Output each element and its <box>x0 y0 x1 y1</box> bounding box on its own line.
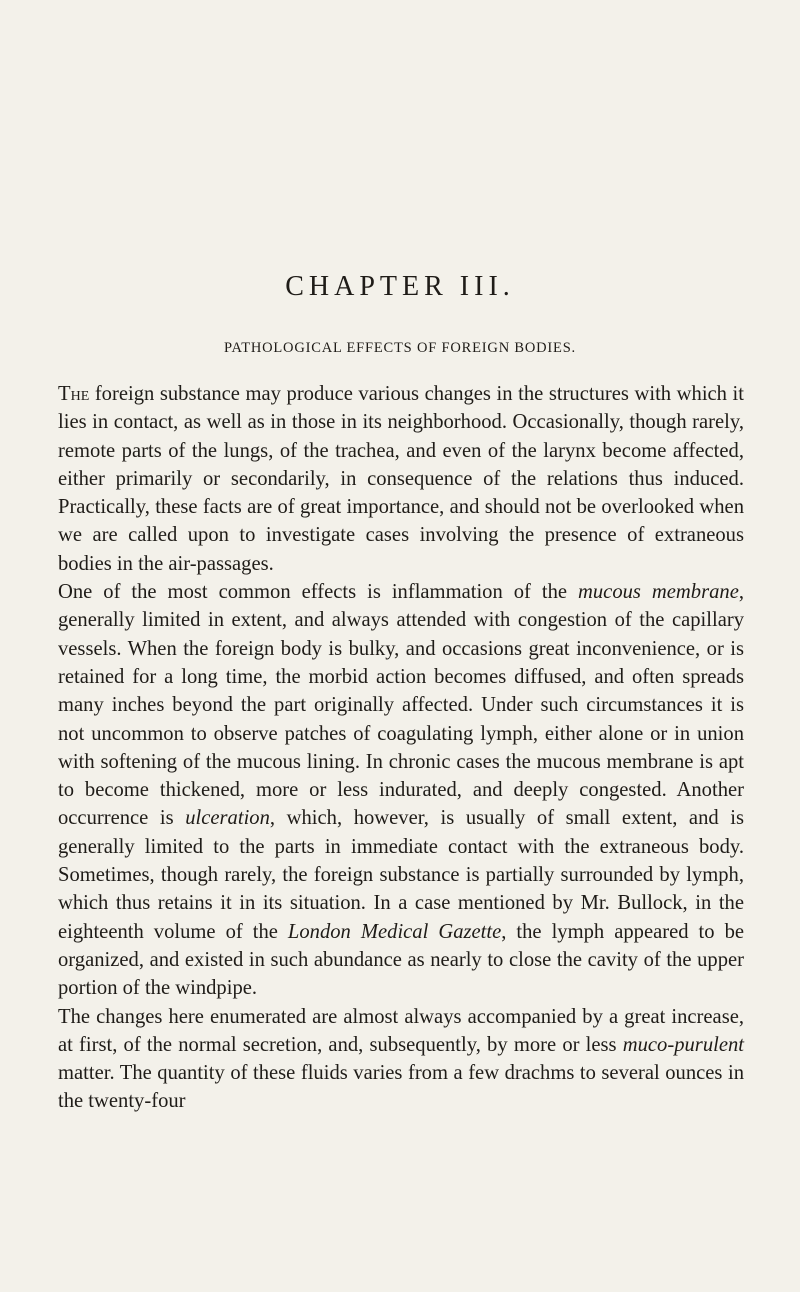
paragraph <box>58 380 744 578</box>
text-run: , the lymph appeared to be organized, and existed in such abundance as nearly to close the cavity of the upper portion of the windpipe. <box>58 920 745 1000</box>
text-run: foreign substance may produce various changes in the structures with which it lies in contact, as well as in those in its neighborhood. Occasionally, though rarely, remote parts of the lungs, of the trachea, and even of the larynx become affected, either primarily or secondarily, in consequence of the relations thus induced. Practically, these facts are of great importance, and should not be overlooked when we are called upon to investigate cases involving the presence of extraneous bodies in the air-passages. <box>58 383 744 575</box>
paragraph-lead-word: The <box>58 383 90 405</box>
text-run: The changes here enumerated are almost always accompanied by a great increase, at first, of the normal secretion, and, subsequently, by more or less <box>58 1005 744 1056</box>
paragraph <box>58 1003 744 1116</box>
chapter-title: CHAPTER III. <box>285 271 515 302</box>
text-run: , generally limited in extent, and always attended with congestion of the capillary vessels. When the foreign body is bulky, and occasions great inconvenience, or is retained for a long time, the morbid action becomes diffused, and often spreads many inches beyond the part originally affected. Under such circumstances it is not uncommon to observe patches of coagulating lymph, either alone or in union with softening of the mucous lining. In chronic cases the mucous membrane is apt to become thickened, more or less indurated, and deeply congested. Another occurrence is <box>58 581 744 830</box>
text-run: One of the most common effects is inflammation of the <box>58 581 579 604</box>
paragraph <box>58 578 744 1002</box>
italic-term: ulceration <box>185 807 270 830</box>
journal-title: London Medical Gazette <box>287 920 502 943</box>
chapter-body <box>58 380 744 1116</box>
italic-term: mucous membrane <box>578 581 739 604</box>
italic-term: muco-purulent <box>622 1033 744 1056</box>
text-run: , which, however, is usually of small extent, and is generally limited to the parts in immediate contact with the extraneous body. Sometimes, though rarely, the foreign substance is partially surrounded by lymph, which thus retains it in its situation. In a case mentioned by Mr. Bullock, in the eighteenth volume of the <box>58 807 744 943</box>
chapter-subtitle: PATHOLOGICAL EFFECTS OF FOREIGN BODIES. <box>224 340 576 356</box>
text-run: matter. The quantity of these fluids varies from a few drachms to several ounces in the twenty-four <box>58 1062 744 1113</box>
